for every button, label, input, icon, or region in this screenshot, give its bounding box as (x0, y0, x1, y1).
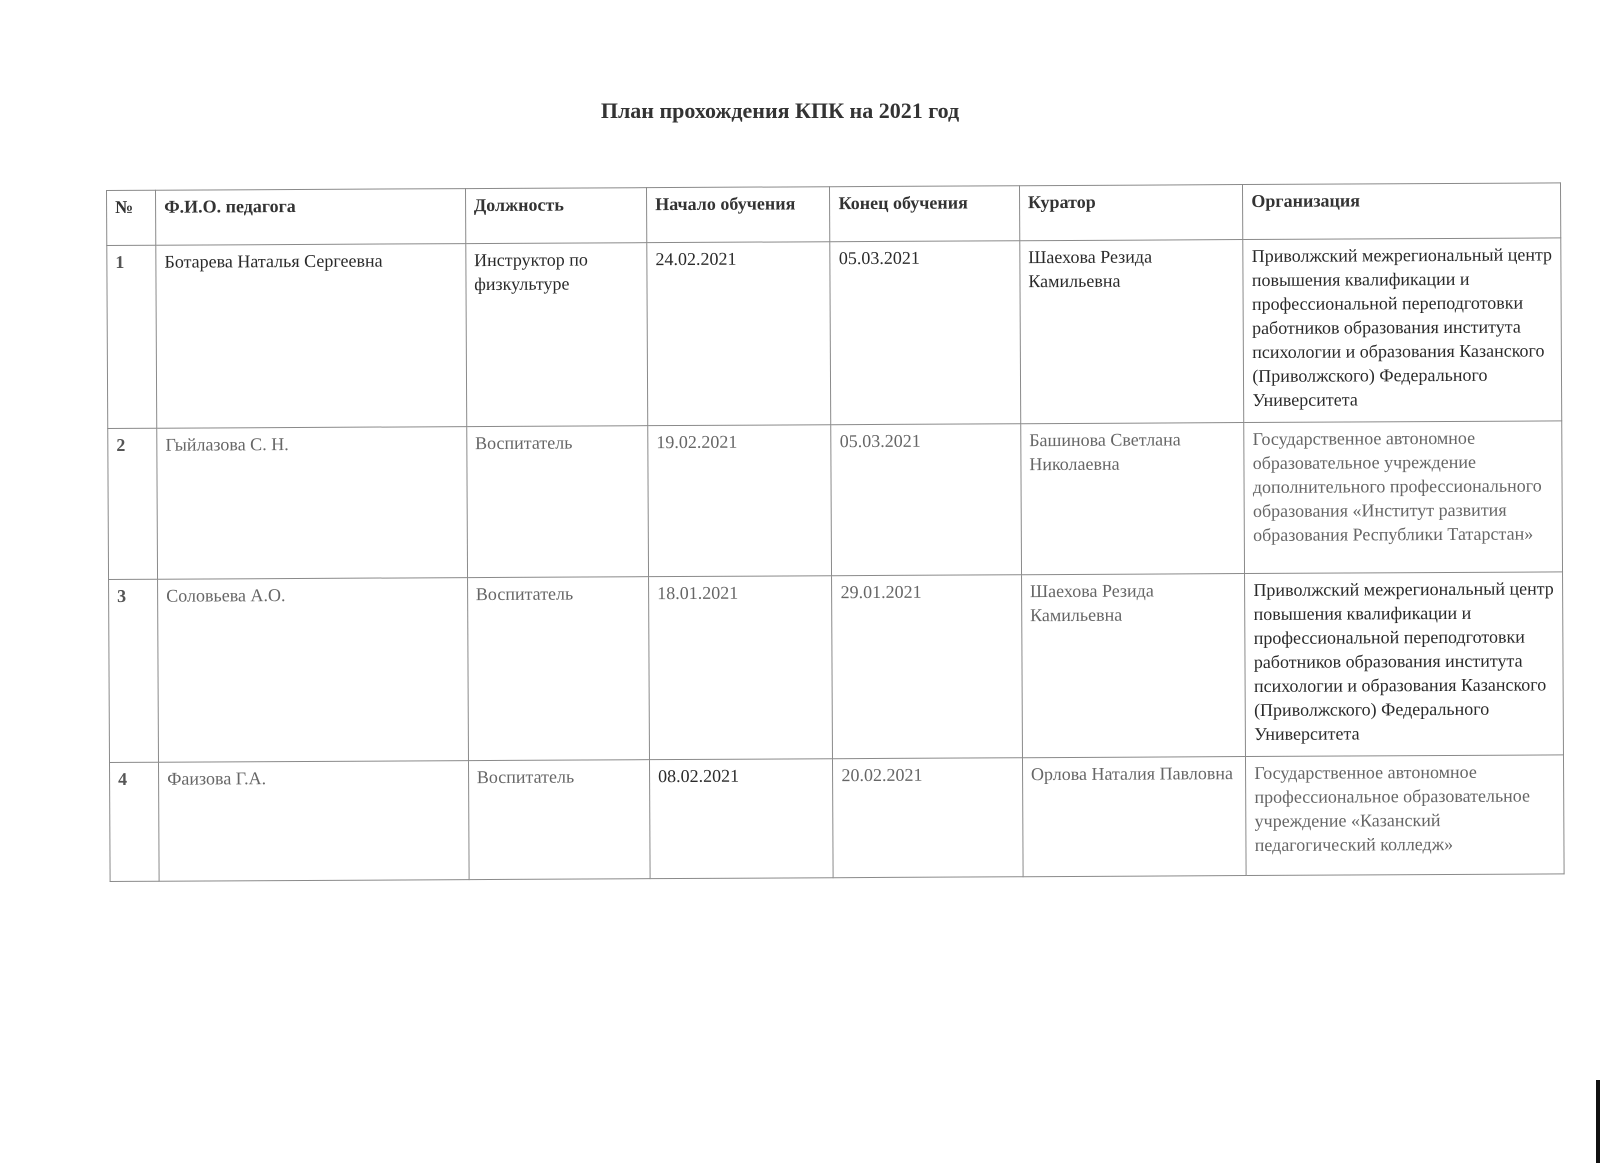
row-number: 1 (107, 245, 157, 428)
end-date: 05.03.2021 (831, 424, 1021, 576)
table-row (108, 421, 1563, 580)
curator: Шаехова Резида Камильевна (1020, 240, 1244, 424)
document-title: План прохождения КПК на 2021 год (600, 98, 960, 123)
row-number: 3 (109, 579, 159, 762)
start-date: 19.02.2021 (648, 425, 832, 577)
header-end-date: Конец обучения (830, 186, 1020, 242)
teacher-name: Фаизова Г.А. (159, 761, 469, 882)
header-position: Должность (465, 188, 647, 244)
training-plan-table (106, 182, 1565, 882)
teacher-name: Гыйлазова С. Н. (157, 427, 467, 580)
end-date: 29.01.2021 (832, 575, 1022, 759)
scan-edge-mark (1596, 1080, 1600, 1163)
teacher-name: Соловьева А.О. (158, 578, 469, 763)
row-number: 2 (108, 428, 158, 579)
header-organization: Организация (1243, 183, 1561, 240)
table-row (109, 755, 1564, 882)
curator: Башинова Светлана Николаевна (1021, 423, 1245, 575)
table-row (107, 238, 1562, 429)
organization: Государственное автономное образовательное учреждение дополнительного профессионального образования «Институт развития образования Республики Татарстан» (1244, 421, 1562, 574)
header-curator: Куратор (1019, 185, 1243, 241)
table-row (109, 572, 1564, 763)
position: Инструктор по физкультуре (466, 243, 648, 427)
row-number: 4 (109, 762, 159, 881)
table-header-row (107, 183, 1561, 246)
position: Воспитатель (467, 577, 649, 761)
header-teacher-name: Ф.И.О. педагога (156, 189, 466, 246)
header-start-date: Начало обучения (647, 187, 831, 243)
organization: Государственное автономное профессиональное образовательное учреждение «Казанский педагогический колледж» (1246, 755, 1564, 876)
organization: Приволжский межрегиональный центр повышения квалификации и профессиональной переподготовки работников образования института психологии и образования Казанского (Приволжского) Федерального Университета (1243, 238, 1562, 423)
organization: Приволжский межрегиональный центр повышения квалификации и профессиональной переподготовки работников образования института психологии и образования Казанского (Приволжского) Федерального Университета (1245, 572, 1564, 757)
position: Воспитатель (466, 426, 648, 578)
start-date: 18.01.2021 (649, 576, 833, 760)
curator: Шаехова Резида Камильевна (1021, 574, 1245, 758)
end-date: 05.03.2021 (830, 241, 1020, 425)
teacher-name: Ботарева Наталья Сергеевна (156, 244, 467, 429)
position: Воспитатель (468, 760, 650, 880)
end-date: 20.02.2021 (833, 758, 1023, 878)
start-date: 24.02.2021 (647, 242, 831, 426)
curator: Орлова Наталия Павловна (1022, 757, 1246, 877)
start-date: 08.02.2021 (650, 759, 834, 879)
header-number: № (107, 190, 156, 245)
